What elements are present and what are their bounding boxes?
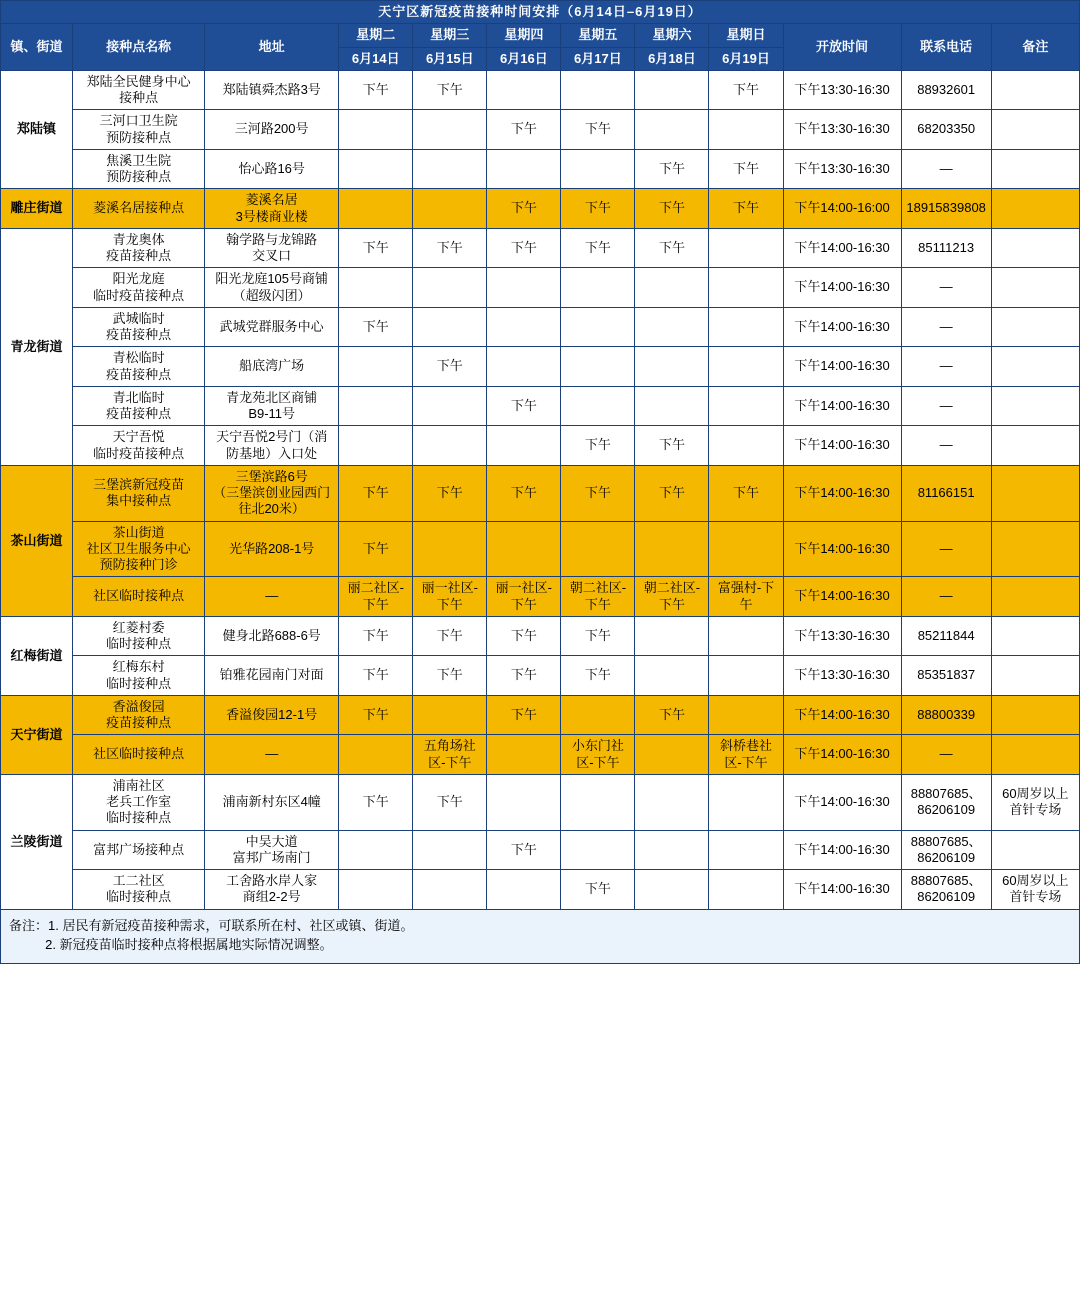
address-cell: 郑陆镇舜杰路3号: [205, 70, 339, 110]
day-slot-cell-4: 下午: [635, 465, 709, 521]
site-name-cell: 武城临时 疫苗接种点: [73, 307, 205, 347]
telephone-cell: 88932601: [901, 70, 991, 110]
table-row: [1, 616, 1080, 656]
day-slot-cell-4: [635, 735, 709, 775]
telephone-cell: 81166151: [901, 465, 991, 521]
open-time-cell: 下午13:30-16:30: [783, 70, 901, 110]
table-row: [1, 870, 1080, 910]
remark-cell: [991, 149, 1079, 189]
day-slot-cell-2: 下午: [487, 228, 561, 268]
day-slot-cell-2: 下午: [487, 656, 561, 696]
table-row: [1, 577, 1080, 617]
site-name-cell: 工二社区 临时接种点: [73, 870, 205, 910]
day-slot-cell-2: 下午: [487, 830, 561, 870]
address-cell: 浦南新村东区4幢: [205, 774, 339, 830]
table-row: [1, 70, 1080, 110]
day-slot-cell-5: [709, 656, 783, 696]
day-slot-cell-1: 下午: [413, 347, 487, 387]
day-slot-cell-0: 下午: [339, 70, 413, 110]
day-slot-cell-5: 下午: [709, 70, 783, 110]
table-row: [1, 110, 1080, 150]
day-slot-cell-5: 下午: [709, 465, 783, 521]
telephone-cell: —: [901, 149, 991, 189]
header-telephone: 联系电话: [901, 24, 991, 71]
header-day-date-1: 6月15日: [413, 47, 487, 70]
open-time-cell: 下午14:00-16:30: [783, 228, 901, 268]
remark-cell: 60周岁以上 首针专场: [991, 870, 1079, 910]
day-slot-cell-4: 下午: [635, 695, 709, 735]
open-time-cell: 下午13:30-16:30: [783, 110, 901, 150]
site-name-cell: 红菱村委 临时接种点: [73, 616, 205, 656]
address-cell: 菱溪名居 3号楼商业楼: [205, 189, 339, 229]
telephone-cell: 88807685、 86206109: [901, 830, 991, 870]
day-slot-cell-5: 下午: [709, 149, 783, 189]
table-row: [1, 830, 1080, 870]
day-slot-cell-3: [561, 347, 635, 387]
day-slot-cell-5: [709, 695, 783, 735]
telephone-cell: —: [901, 347, 991, 387]
footer-notes: [0, 910, 1080, 964]
header-day-week-3: 星期五: [561, 24, 635, 47]
day-slot-cell-4: [635, 774, 709, 830]
site-name-cell: 红梅东村 临时接种点: [73, 656, 205, 696]
site-name-cell: 青龙奥体 疫苗接种点: [73, 228, 205, 268]
site-name-cell: 社区临时接种点: [73, 577, 205, 617]
day-slot-cell-4: [635, 307, 709, 347]
day-slot-cell-1: [413, 189, 487, 229]
day-slot-cell-3: 朝二社区- 下午: [561, 577, 635, 617]
table-row: [1, 386, 1080, 426]
telephone-cell: —: [901, 268, 991, 308]
address-cell: 光华路208-1号: [205, 521, 339, 577]
day-slot-cell-0: [339, 110, 413, 150]
open-time-cell: 下午14:00-16:30: [783, 465, 901, 521]
remark-cell: [991, 347, 1079, 387]
day-slot-cell-3: [561, 268, 635, 308]
address-cell: 三堡滨路6号 （三堡滨创业园西门 往北20米）: [205, 465, 339, 521]
telephone-cell: 88807685、 86206109: [901, 774, 991, 830]
day-slot-cell-0: 下午: [339, 465, 413, 521]
telephone-cell: 85211844: [901, 616, 991, 656]
remark-cell: [991, 521, 1079, 577]
telephone-cell: —: [901, 735, 991, 775]
day-slot-cell-5: [709, 830, 783, 870]
table-row: [1, 735, 1080, 775]
table-row: [1, 521, 1080, 577]
day-slot-cell-0: 下午: [339, 521, 413, 577]
remark-cell: [991, 656, 1079, 696]
day-slot-cell-5: [709, 110, 783, 150]
remark-cell: [991, 70, 1079, 110]
day-slot-cell-1: [413, 386, 487, 426]
day-slot-cell-4: 下午: [635, 149, 709, 189]
site-name-cell: 阳光龙庭 临时疫苗接种点: [73, 268, 205, 308]
table-row: [1, 189, 1080, 229]
day-slot-cell-4: [635, 656, 709, 696]
day-slot-cell-1: 丽一社区- 下午: [413, 577, 487, 617]
day-slot-cell-5: [709, 426, 783, 466]
day-slot-cell-4: [635, 616, 709, 656]
address-cell: —: [205, 577, 339, 617]
header-open-time: 开放时间: [783, 24, 901, 71]
telephone-cell: —: [901, 426, 991, 466]
day-slot-cell-5: [709, 228, 783, 268]
day-slot-cell-4: [635, 386, 709, 426]
header-day-week-4: 星期六: [635, 24, 709, 47]
day-slot-cell-0: 丽二社区- 下午: [339, 577, 413, 617]
day-slot-cell-2: [487, 521, 561, 577]
town-cell: 茶山街道: [1, 465, 73, 616]
remark-cell: [991, 426, 1079, 466]
day-slot-cell-0: [339, 426, 413, 466]
remark-cell: [991, 830, 1079, 870]
address-cell: 健身北路688-6号: [205, 616, 339, 656]
day-slot-cell-3: [561, 774, 635, 830]
day-slot-cell-0: 下午: [339, 307, 413, 347]
address-cell: 阳光龙庭105号商铺 （超级闪团）: [205, 268, 339, 308]
table-row: [1, 228, 1080, 268]
address-cell: 三河路200号: [205, 110, 339, 150]
header-day-week-1: 星期三: [413, 24, 487, 47]
header-day-date-3: 6月17日: [561, 47, 635, 70]
day-slot-cell-1: 下午: [413, 70, 487, 110]
day-slot-cell-4: [635, 268, 709, 308]
open-time-cell: 下午14:00-16:30: [783, 307, 901, 347]
day-slot-cell-0: [339, 830, 413, 870]
day-slot-cell-2: 下午: [487, 110, 561, 150]
open-time-cell: 下午14:00-16:30: [783, 830, 901, 870]
title-row: [1, 1, 1080, 24]
header-remark: 备注: [991, 24, 1079, 71]
day-slot-cell-1: 下午: [413, 774, 487, 830]
day-slot-cell-5: [709, 347, 783, 387]
site-name-cell: 焦溪卫生院 预防接种点: [73, 149, 205, 189]
day-slot-cell-5: [709, 870, 783, 910]
day-slot-cell-2: [487, 870, 561, 910]
day-slot-cell-1: 下午: [413, 656, 487, 696]
day-slot-cell-1: [413, 695, 487, 735]
day-slot-cell-3: [561, 149, 635, 189]
header-day-week-5: 星期日: [709, 24, 783, 47]
site-name-cell: 富邦广场接种点: [73, 830, 205, 870]
day-slot-cell-1: 下午: [413, 228, 487, 268]
open-time-cell: 下午14:00-16:00: [783, 189, 901, 229]
day-slot-cell-5: 斜桥巷社 区-下午: [709, 735, 783, 775]
header-day-date-0: 6月14日: [339, 47, 413, 70]
header-day-week-0: 星期二: [339, 24, 413, 47]
remark-cell: [991, 189, 1079, 229]
day-slot-cell-0: [339, 149, 413, 189]
remark-cell: [991, 735, 1079, 775]
telephone-cell: 85111213: [901, 228, 991, 268]
telephone-cell: 88800339: [901, 695, 991, 735]
header-day-date-4: 6月18日: [635, 47, 709, 70]
day-slot-cell-0: 下午: [339, 695, 413, 735]
day-slot-cell-4: [635, 830, 709, 870]
day-slot-cell-2: [487, 735, 561, 775]
day-slot-cell-1: 下午: [413, 465, 487, 521]
day-slot-cell-5: [709, 616, 783, 656]
day-slot-cell-3: 下午: [561, 426, 635, 466]
open-time-cell: 下午14:00-16:30: [783, 774, 901, 830]
remark-cell: [991, 110, 1079, 150]
site-name-cell: 三堡滨新冠疫苗 集中接种点: [73, 465, 205, 521]
day-slot-cell-2: 下午: [487, 695, 561, 735]
day-slot-cell-5: [709, 386, 783, 426]
open-time-cell: 下午14:00-16:30: [783, 870, 901, 910]
table-row: [1, 347, 1080, 387]
site-name-cell: 茶山街道 社区卫生服务中心 预防接种门诊: [73, 521, 205, 577]
day-slot-cell-0: 下午: [339, 774, 413, 830]
day-slot-cell-3: 小东门社 区-下午: [561, 735, 635, 775]
day-slot-cell-2: 下午: [487, 386, 561, 426]
day-slot-cell-0: [339, 189, 413, 229]
table-row: [1, 465, 1080, 521]
day-slot-cell-5: [709, 307, 783, 347]
day-slot-cell-2: [487, 347, 561, 387]
telephone-cell: 68203350: [901, 110, 991, 150]
day-slot-cell-1: 下午: [413, 616, 487, 656]
open-time-cell: 下午14:00-16:30: [783, 426, 901, 466]
day-slot-cell-0: [339, 735, 413, 775]
day-slot-cell-1: [413, 521, 487, 577]
site-name-cell: 菱溪名居接种点: [73, 189, 205, 229]
day-slot-cell-4: 下午: [635, 426, 709, 466]
address-cell: —: [205, 735, 339, 775]
remark-cell: [991, 465, 1079, 521]
telephone-cell: —: [901, 307, 991, 347]
day-slot-cell-2: 丽一社区- 下午: [487, 577, 561, 617]
table-row: [1, 656, 1080, 696]
day-slot-cell-3: 下午: [561, 870, 635, 910]
telephone-cell: —: [901, 386, 991, 426]
remark-cell: [991, 268, 1079, 308]
town-cell: 天宁街道: [1, 695, 73, 774]
town-cell: 雕庄街道: [1, 189, 73, 229]
header-day-date-2: 6月16日: [487, 47, 561, 70]
day-slot-cell-2: [487, 149, 561, 189]
day-slot-cell-3: [561, 521, 635, 577]
day-slot-cell-1: [413, 149, 487, 189]
open-time-cell: 下午14:00-16:30: [783, 577, 901, 617]
address-cell: 怡心路16号: [205, 149, 339, 189]
day-slot-cell-2: [487, 268, 561, 308]
day-slot-cell-3: 下午: [561, 656, 635, 696]
day-slot-cell-4: [635, 110, 709, 150]
day-slot-cell-5: [709, 521, 783, 577]
address-cell: 中吴大道 富邦广场南门: [205, 830, 339, 870]
day-slot-cell-3: [561, 307, 635, 347]
day-slot-cell-0: 下午: [339, 616, 413, 656]
day-slot-cell-4: 朝二社区- 下午: [635, 577, 709, 617]
address-cell: 青龙苑北区商铺 B9-11号: [205, 386, 339, 426]
telephone-cell: —: [901, 577, 991, 617]
header-day-week-2: 星期四: [487, 24, 561, 47]
site-name-cell: 三河口卫生院 预防接种点: [73, 110, 205, 150]
remark-cell: 60周岁以上 首针专场: [991, 774, 1079, 830]
day-slot-cell-3: [561, 386, 635, 426]
site-name-cell: 青北临时 疫苗接种点: [73, 386, 205, 426]
address-cell: 工舍路水岸人家 商组2-2号: [205, 870, 339, 910]
table-row: [1, 695, 1080, 735]
day-slot-cell-1: [413, 307, 487, 347]
page-title: 天宁区新冠疫苗接种时间安排（6月14日–6月19日）: [1, 1, 1080, 24]
header-site: 接种点名称: [73, 24, 205, 71]
day-slot-cell-2: [487, 307, 561, 347]
day-slot-cell-1: [413, 110, 487, 150]
address-cell: 天宁吾悦2号门（消 防基地）入口处: [205, 426, 339, 466]
remark-cell: [991, 228, 1079, 268]
town-cell: 青龙街道: [1, 228, 73, 465]
site-name-cell: 浦南社区 老兵工作室 临时接种点: [73, 774, 205, 830]
remark-cell: [991, 577, 1079, 617]
address-cell: 铂雅花园南门对面: [205, 656, 339, 696]
day-slot-cell-2: 下午: [487, 616, 561, 656]
address-cell: 翰学路与龙锦路 交叉口: [205, 228, 339, 268]
open-time-cell: 下午14:00-16:30: [783, 347, 901, 387]
table-row: [1, 307, 1080, 347]
site-name-cell: 青松临时 疫苗接种点: [73, 347, 205, 387]
day-slot-cell-3: 下午: [561, 616, 635, 656]
header-town: 镇、街道: [1, 24, 73, 71]
town-cell: 红梅街道: [1, 616, 73, 695]
telephone-cell: 85351837: [901, 656, 991, 696]
header-row-week: [1, 24, 1080, 47]
day-slot-cell-3: 下午: [561, 465, 635, 521]
day-slot-cell-3: [561, 695, 635, 735]
address-cell: 船底湾广场: [205, 347, 339, 387]
day-slot-cell-5: [709, 774, 783, 830]
day-slot-cell-1: [413, 830, 487, 870]
day-slot-cell-3: [561, 70, 635, 110]
remark-cell: [991, 695, 1079, 735]
open-time-cell: 下午14:00-16:30: [783, 386, 901, 426]
open-time-cell: 下午14:00-16:30: [783, 268, 901, 308]
day-slot-cell-0: [339, 268, 413, 308]
day-slot-cell-0: [339, 347, 413, 387]
open-time-cell: 下午13:30-16:30: [783, 149, 901, 189]
day-slot-cell-3: 下午: [561, 189, 635, 229]
day-slot-cell-1: [413, 426, 487, 466]
day-slot-cell-2: 下午: [487, 465, 561, 521]
day-slot-cell-3: 下午: [561, 228, 635, 268]
table-row: [1, 149, 1080, 189]
open-time-cell: 下午14:00-16:30: [783, 695, 901, 735]
day-slot-cell-4: [635, 347, 709, 387]
day-slot-cell-1: [413, 268, 487, 308]
day-slot-cell-5: 下午: [709, 189, 783, 229]
address-cell: 香溢俊园12-1号: [205, 695, 339, 735]
table-row: [1, 426, 1080, 466]
day-slot-cell-4: 下午: [635, 228, 709, 268]
footer-note-1: 备注：1. 居民有新冠疫苗接种需求，可联系所在村、社区或镇、街道。: [9, 917, 414, 933]
day-slot-cell-3: [561, 830, 635, 870]
site-name-cell: 社区临时接种点: [73, 735, 205, 775]
footer-note-2: 2. 新冠疫苗临时接种点将根据属地实际情况调整。: [9, 937, 333, 952]
telephone-cell: 18915839808: [901, 189, 991, 229]
town-cell: 郑陆镇: [1, 70, 73, 189]
day-slot-cell-5: [709, 268, 783, 308]
remark-cell: [991, 386, 1079, 426]
day-slot-cell-2: [487, 70, 561, 110]
day-slot-cell-1: [413, 870, 487, 910]
town-cell: 兰陵街道: [1, 774, 73, 909]
day-slot-cell-0: [339, 870, 413, 910]
open-time-cell: 下午13:30-16:30: [783, 656, 901, 696]
site-name-cell: 天宁吾悦 临时疫苗接种点: [73, 426, 205, 466]
header-day-date-5: 6月19日: [709, 47, 783, 70]
day-slot-cell-4: 下午: [635, 189, 709, 229]
day-slot-cell-3: 下午: [561, 110, 635, 150]
day-slot-cell-4: [635, 870, 709, 910]
telephone-cell: 88807685、 86206109: [901, 870, 991, 910]
day-slot-cell-2: [487, 426, 561, 466]
open-time-cell: 下午14:00-16:30: [783, 735, 901, 775]
day-slot-cell-0: [339, 386, 413, 426]
day-slot-cell-4: [635, 521, 709, 577]
day-slot-cell-5: 富强村-下 午: [709, 577, 783, 617]
remark-cell: [991, 307, 1079, 347]
open-time-cell: 下午13:30-16:30: [783, 616, 901, 656]
day-slot-cell-1: 五角场社 区-下午: [413, 735, 487, 775]
remark-cell: [991, 616, 1079, 656]
telephone-cell: —: [901, 521, 991, 577]
table-row: [1, 774, 1080, 830]
address-cell: 武城党群服务中心: [205, 307, 339, 347]
day-slot-cell-2: 下午: [487, 189, 561, 229]
header-address: 地址: [205, 24, 339, 71]
day-slot-cell-4: [635, 70, 709, 110]
day-slot-cell-0: 下午: [339, 228, 413, 268]
day-slot-cell-0: 下午: [339, 656, 413, 696]
site-name-cell: 香溢俊园 疫苗接种点: [73, 695, 205, 735]
day-slot-cell-2: [487, 774, 561, 830]
open-time-cell: 下午14:00-16:30: [783, 521, 901, 577]
table-row: [1, 268, 1080, 308]
site-name-cell: 郑陆全民健身中心 接种点: [73, 70, 205, 110]
